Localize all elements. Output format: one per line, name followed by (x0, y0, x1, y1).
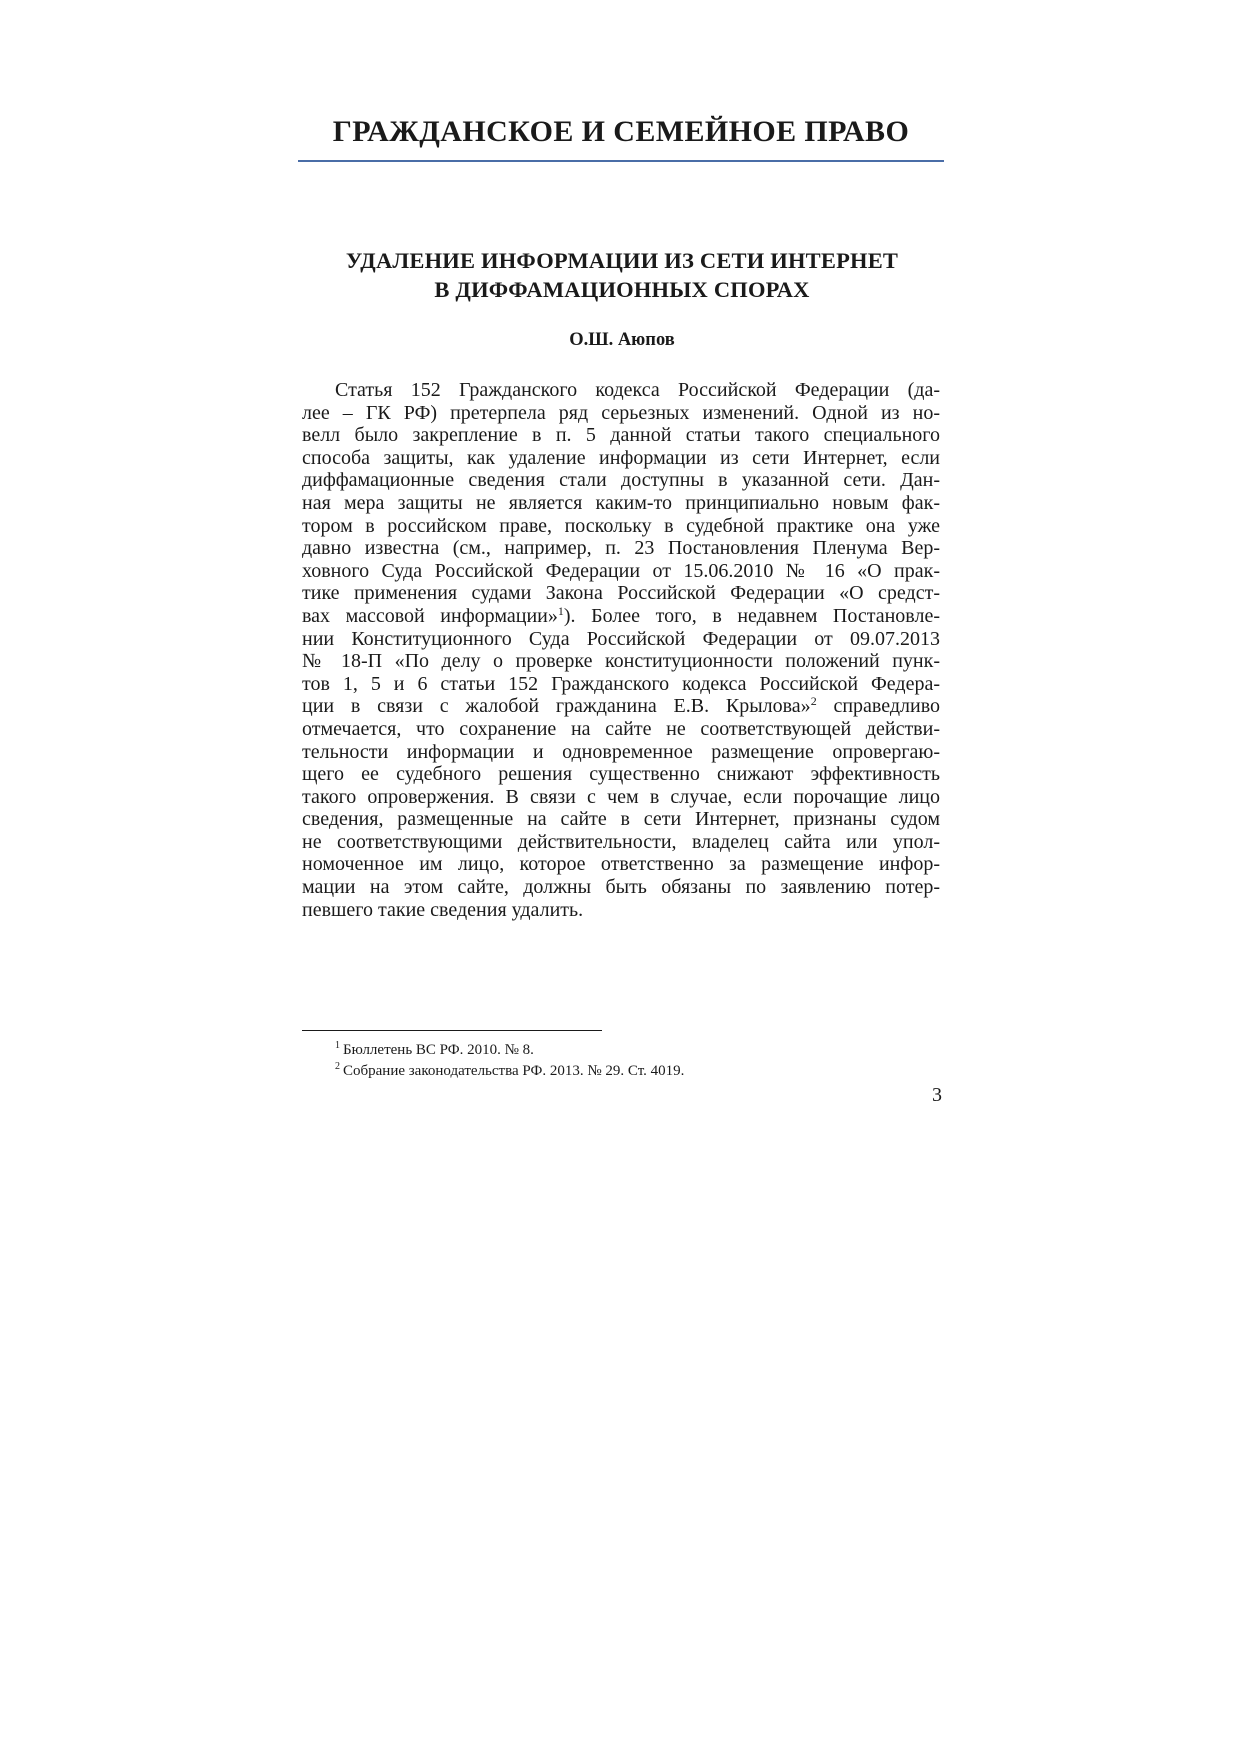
body-line: ховного Суда Российской Федерации от 15.06.2010 № 16 «О прак- (302, 559, 940, 582)
body-line: тором в российском праве, поскольку в судебной практике она уже (302, 514, 940, 537)
body-text-segment: справедливо (816, 695, 941, 718)
article-title (300, 246, 944, 304)
footnotes (335, 1040, 935, 1082)
body-line-with-footnote (302, 695, 940, 718)
article-title-line: В ДИФФАМАЦИОННЫХ СПОРАХ (434, 277, 810, 302)
body-line: ная мера защиты не является каким-то принципиально новым фак- (302, 491, 940, 514)
body-line: диффамационные сведения стали доступны в указанной сети. Дан- (302, 469, 940, 492)
footnote-item (335, 1061, 935, 1082)
body-line: не соответствующими действительности, владелец сайта или упол- (302, 830, 940, 853)
body-line: велл было закрепление в п. 5 данной статьи такого специального (302, 424, 940, 447)
footnote-item (335, 1040, 935, 1061)
body-line: способа защиты, как удаление информации из сети Интернет, если (302, 446, 940, 469)
body-line: нии Конституционного Суда Российской Федерации от 09.07.2013 (302, 627, 940, 650)
body-text-segment: вах массовой информации» (302, 604, 558, 627)
footnote-marker: 2 (335, 1061, 340, 1072)
section-divider (298, 160, 944, 162)
article-body (302, 379, 940, 921)
body-line: лее – ГК РФ) претерпела ряд серьезных изменений. Одной из но- (302, 401, 940, 424)
footnote-text: Собрание законодательства РФ. 2013. № 29. Ст. 4019. (343, 1063, 685, 1079)
footnote-separator (302, 1030, 602, 1031)
footnote-ref[interactable]: 1 (557, 603, 564, 618)
page-number: 3 (932, 1084, 942, 1106)
body-line: тике применения судами Закона Российской Федерации «О средст- (302, 582, 940, 605)
body-line: мации на этом сайте, должны быть обязаны по заявлению потер- (302, 876, 940, 899)
author-name: О.Ш. Аюпов (569, 330, 675, 350)
body-line: тов 1, 5 и 6 статьи 152 Гражданского кодекса Российской Федера- (302, 672, 940, 695)
body-line: давно известна (см., например, п. 23 Постановления Пленума Вер- (302, 537, 940, 560)
body-line: щего ее судебного решения существенно снижают эффективность (302, 763, 940, 786)
body-line: № 18-П «По делу о проверке конституционности положений пунк- (302, 650, 940, 673)
footnote-ref[interactable]: 2 (810, 694, 817, 709)
section-heading: ГРАЖДАНСКОЕ И СЕМЕЙНОЕ ПРАВО (332, 115, 910, 148)
body-line: певшего такие сведения удалить. (302, 898, 584, 921)
footnote-marker: 1 (335, 1040, 340, 1051)
body-line: отмечается, что сохранение на сайте не соответствующей действи- (302, 717, 940, 740)
body-line-with-footnote (302, 605, 940, 628)
body-line: номоченное им лицо, которое ответственно за размещение инфор- (302, 853, 940, 876)
body-text-segment: ). Более того, в недавнем Постановле- (563, 604, 940, 627)
body-line: сведения, размещенные на сайте в сети Интернет, признаны судом (302, 808, 940, 831)
body-line: такого опровержения. В связи с чем в случае, если порочащие лицо (302, 785, 940, 808)
article-title-line: УДАЛЕНИЕ ИНФОРМАЦИИ ИЗ СЕТИ ИНТЕРНЕТ (345, 248, 899, 273)
body-line: тельности информации и одновременное размещение опровергаю- (302, 740, 940, 763)
footnote-text: Бюллетень ВС РФ. 2010. № 8. (343, 1042, 534, 1058)
body-line: Статья 152 Гражданского кодекса Российской Федерации (да- (335, 379, 940, 401)
body-text-segment: ции в связи с жалобой гражданина Е.В. Крылова» (302, 695, 811, 718)
